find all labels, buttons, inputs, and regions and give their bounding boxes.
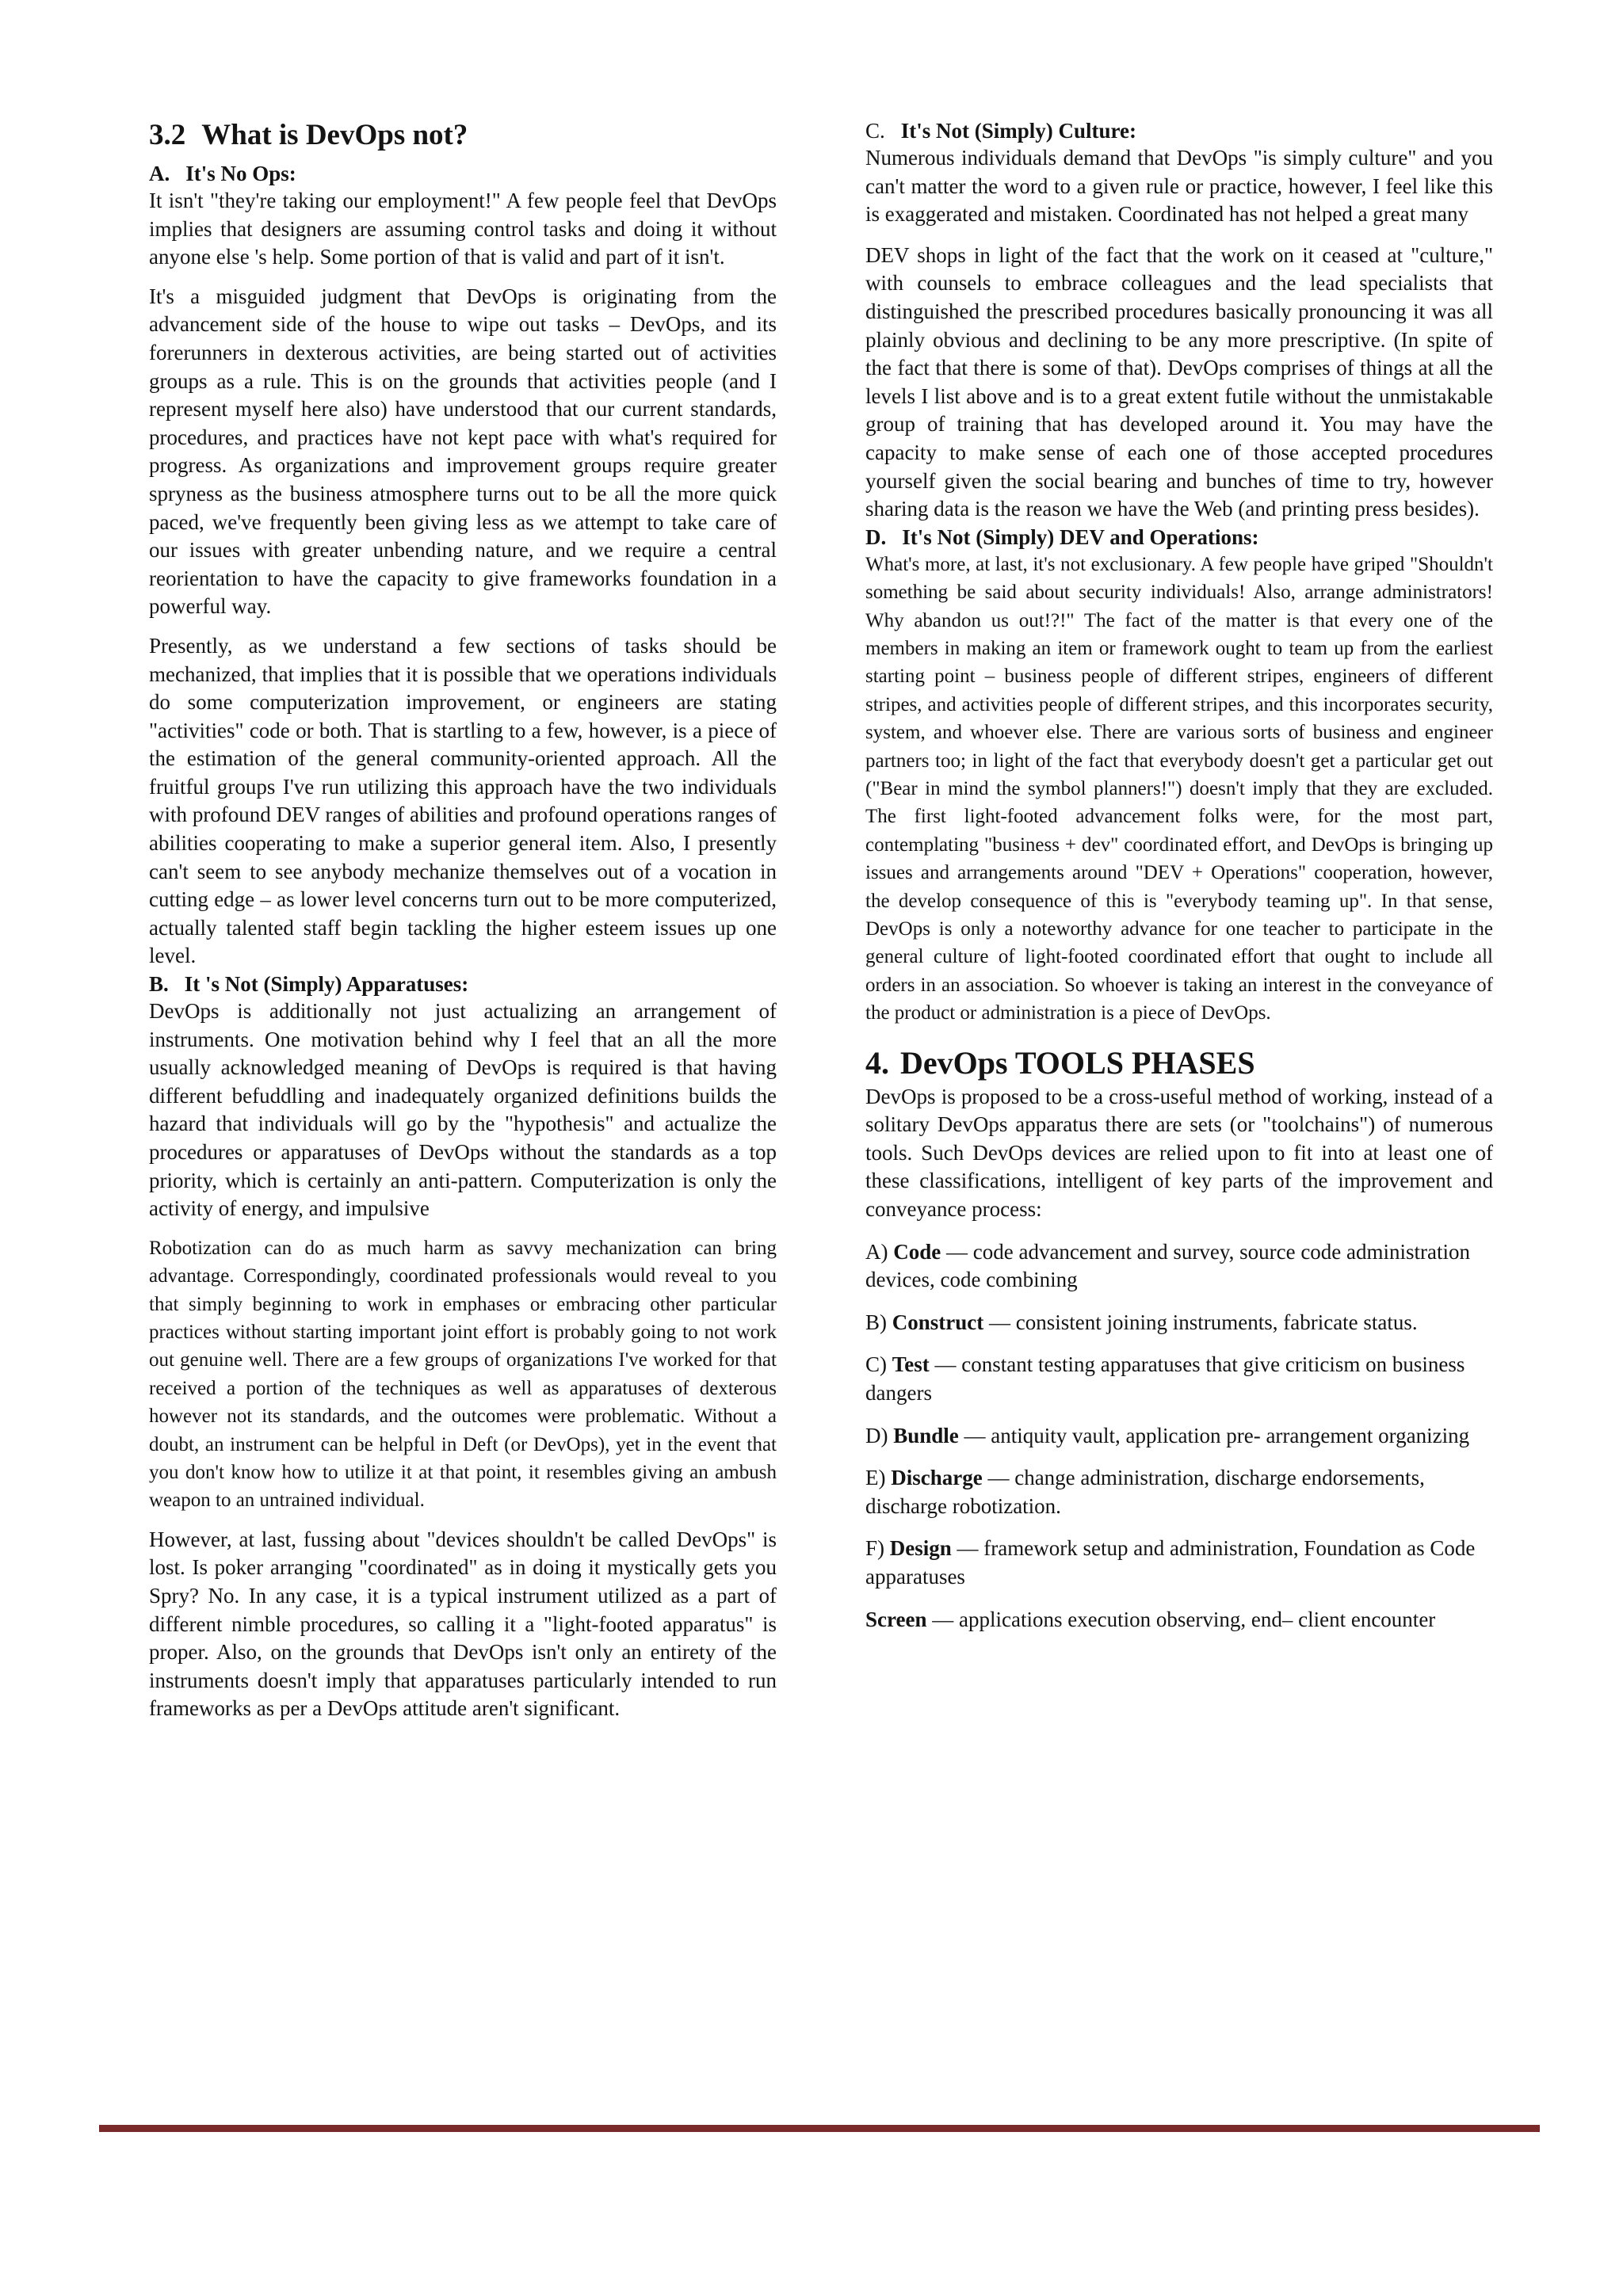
subheading-letter: B. <box>149 972 169 997</box>
footer-rule <box>99 2125 1540 2132</box>
tool-phase-description: — constant testing apparatuses that give criticism on business dangers <box>865 1352 1465 1405</box>
paragraph: What's more, at last, it's not exclusionary. A few people have griped "Shouldn't something be said about security individuals! Also, arrange administrators! Why abandon us out!?!" The fact of the matter is that every one of the members in making an item or framework ought to team up from the earliest starting point – business people of different stripes, engineers of different stripes, and activities people of different stripes, and this incorporates security, system, and whoever else. There are various sorts of business and engineer partners too; in light of the fact that everybody doesn't get a particular get out ("Bear in mind the symbol planners!") doesn't imply that they are excluded. The first light-footed advancement folks were, for the most part, contemplating "business + dev" coordinated effort, and DevOps is bringing up issues and arrangements around "DEV + Operations" cooperation, however, the develop consequence of this is "everybody teaming up". In that sense, DevOps is only a noteworthy advance for one teacher to participate in the general culture of light-footed coordinated effort that ought to include all orders in an association. So whoever is taking an interest in the conveyance of the product or administration is a piece of DevOps. <box>865 553 1493 1024</box>
tool-phase-prefix: A) <box>865 1239 894 1264</box>
right-column <box>865 117 1493 1634</box>
subheading-letter: A. <box>149 162 170 185</box>
subheading-title: It's Not (Simply) DEV and Operations: <box>902 524 1259 549</box>
paragraph: It's a misguided judgment that DevOps is originating from the advancement side of the house to wipe out tasks – DevOps, and its forerunners in dexterous activities, are being started out of activities groups as a rule. This is on the grounds that activities people (and I represent myself here also) have understood that our current standards, procedures, and practices have not kept pace with what's required for progress. As organizations and improvement groups require greater spryness as the business atmosphere turns out to be all the more quick paced, we've frequently been giving less as we attempt to take care of our issues with greater unbending nature, and we require a central reorientation to have the capacity to give frameworks foundation in a powerful way. <box>149 284 777 619</box>
paragraph: DEV shops in light of the fact that the work on it ceased at "culture," with counsels to embrace colleagues and the lead specialists that distinguished the prescribed procedures basically pronouncing it was all plainly obvious and declining to be any more prescriptive. (In spite of the fact that there is some of that). DevOps comprises of things at all the levels I list above and is to a great extent futile without the unmistakable group of training that has developed around it. You may have the capacity to make sense of each one of those accepted procedures yourself given the social bearing and bunches of time to try, however sharing data is the reason we have the Web (and printing press besides). <box>865 242 1493 521</box>
tool-phase-item <box>865 1606 1493 1634</box>
tool-phase-name: Code <box>893 1239 941 1264</box>
paragraph: Robotization can do as much harm as savvy mechanization can bring advantage. Correspondingly, coordinated professionals would reveal to you that simply beginning to work in emphases or embracing other particular practices without starting important joint effort is probably going to not work out genuine well. There are a few groups of organizations I've worked for that received a portion of the techniques as well as apparatuses of dexterous however not its standards, and the outcomes were problematic. Without a doubt, an instrument can be helpful in Deft (or DevOps), yet in the event that you don't know how to utilize it at that point, it resembles giving an ambush weapon to an untrained individual. <box>149 1237 777 1512</box>
tool-phase-description: — code advancement and survey, source code administration devices, code combining <box>865 1239 1471 1292</box>
section-number: 4. <box>865 1044 889 1081</box>
paragraph: It isn't "they're taking our employment!" A few people feel that DevOps implies that designers are assuming control tasks and doing it without anyone else 's help. Some portion of that is valid and part of it isn't. <box>149 189 777 269</box>
tool-phase-name: Discharge <box>891 1466 983 1490</box>
subheading-c <box>865 117 1493 144</box>
tool-phase-name: Bundle <box>893 1423 959 1447</box>
subheading-title: It 's Not (Simply) Apparatuses: <box>184 972 469 997</box>
subheading-title: It's No Ops: <box>185 162 296 185</box>
paragraph: Numerous individuals demand that DevOps "is simply culture" and you can't matter the word to a given rule or practice, however, I feel like this is exaggerated and mistaken. Coordinated has not helped a great many <box>865 146 1493 227</box>
tool-phase-name: Construct <box>892 1310 984 1334</box>
subheading-b <box>149 971 777 997</box>
tool-phase-item <box>865 1422 1493 1451</box>
tool-phase-item <box>865 1309 1493 1337</box>
paragraph: DevOps is additionally not just actualizing an arrangement of instruments. One motivation behind why I feel that an all the more usually acknowledged meaning of DevOps is required is that having different befuddling and inadequately organized definitions builds the hazard that individuals will go by the "hypothesis" and actualize the procedures or apparatuses of DevOps without the standards as a top priority, which is certainly an anti-pattern. Computerization is only the activity of energy, and impulsive <box>149 999 777 1221</box>
paragraph: Presently, as we understand a few sections of tasks should be mechanized, that implies that it is possible that we operations individuals do some computerization improvement, or engineers are stating "activities" code or both. That is startling to a few, however, is a piece of the estimation of the general community-oriented approach. All the fruitful groups I've run utilizing this approach have the two individuals with profound DEV ranges of abilities and profound operations ranges of abilities cooperating to make a superior general item. Also, I presently can't seem to see anybody mechanize themselves out of a vocation in cutting edge – as lower level concerns turn out to be more computerized, actually talented staff begin tackling the higher esteem issues up one level. <box>149 633 777 968</box>
tool-phase-prefix: C) <box>865 1352 892 1377</box>
section-number: 3.2 <box>149 119 186 151</box>
tool-phase-name: Design <box>889 1536 952 1561</box>
tool-phase-prefix: B) <box>865 1310 892 1334</box>
tool-phase-prefix: E) <box>865 1466 892 1490</box>
subheading-a <box>149 160 777 187</box>
tool-phase-description: — antiquity vault, application pre- arrangement organizing <box>958 1423 1470 1447</box>
tool-phase-list <box>865 1238 1493 1634</box>
left-column <box>149 117 777 1723</box>
tool-phase-prefix: D) <box>865 1423 894 1447</box>
tool-phase-item <box>865 1535 1493 1591</box>
section-heading-4 <box>865 1045 1493 1081</box>
tool-phase-item <box>865 1351 1493 1407</box>
subheading-letter: C. <box>865 119 885 143</box>
paragraph: However, at last, fussing about "devices shouldn't be called DevOps" is lost. Is poker arranging "coordinated" as in doing it mystically gets you Spry? No. In any case, it is a typical instrument utilized as a part of different nimble procedures, so calling it a "light-footed apparatus" is proper. Also, on the grounds that DevOps isn't only an entirety of the instruments doesn't imply that apparatuses particularly intended to run frameworks as per a DevOps attitude aren't significant. <box>149 1527 777 1721</box>
tool-phase-item <box>865 1464 1493 1520</box>
subheading-d <box>865 524 1493 551</box>
tool-phase-name: Test <box>892 1352 930 1377</box>
tool-phase-item <box>865 1238 1493 1295</box>
section-title: DevOps TOOLS PHASES <box>900 1044 1255 1081</box>
tool-phase-description: — change administration, discharge endorsements, discharge robotization. <box>865 1466 1425 1518</box>
section-title: What is DevOps not? <box>201 119 468 151</box>
tool-phase-prefix: F) <box>865 1536 890 1561</box>
subheading-letter: D. <box>865 524 887 549</box>
tool-phase-description: — consistent joining instruments, fabricate status. <box>983 1310 1418 1334</box>
subheading-title: It's Not (Simply) Culture: <box>900 119 1137 143</box>
tool-phase-name: Screen <box>865 1607 927 1631</box>
section-heading-3-2 <box>149 117 777 154</box>
tool-phase-description: — framework setup and administration, Foundation as Code apparatuses <box>865 1536 1476 1589</box>
tool-phase-description: — applications execution observing, end– client encounter <box>926 1607 1436 1631</box>
paragraph: DevOps is proposed to be a cross-useful method of working, instead of a solitary DevOps apparatus there are sets (or "toolchains") of numerous tools. Such DevOps devices are relied upon to fit into at least one of these classifications, intelligent of key parts of the improvement and conveyance process: <box>865 1084 1493 1221</box>
